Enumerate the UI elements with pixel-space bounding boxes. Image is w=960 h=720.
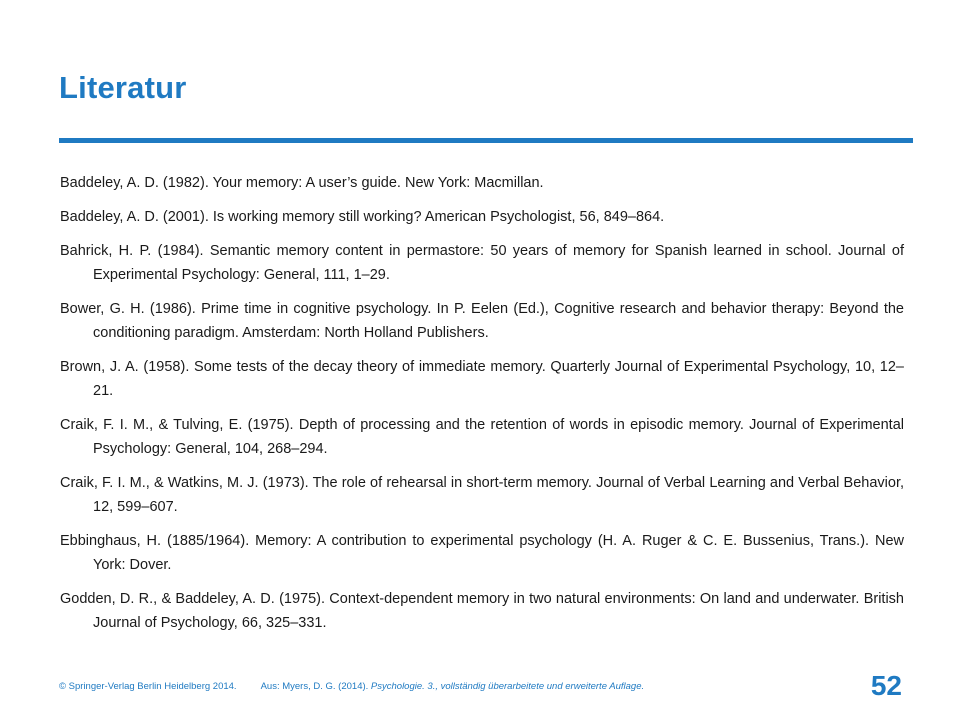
reference-item: Godden, D. R., & Baddeley, A. D. (1975). Context-dependent memory in two natural environments: On land and underwater. British Journal of Psychology, 66, 325–331. — [60, 591, 904, 631]
title-divider — [59, 138, 913, 143]
footer-source — [261, 681, 645, 692]
reference-item: Craik, F. I. M., & Tulving, E. (1975). Depth of processing and the retention of words in episodic memory. Journal of Experimental Psychology: General, 104, 268–294. — [60, 417, 904, 457]
page-number: 52 — [870, 670, 902, 701]
footer-source-title: Psychologie. 3., vollständig überarbeitete und erweiterte Auflage. — [370, 681, 645, 692]
reference-item: Baddeley, A. D. (2001). Is working memory still working? American Psychologist, 56, 849–864. — [60, 209, 665, 225]
footer-source-prefix: Aus: Myers, D. G. (2014). — [260, 681, 371, 692]
page-title: Literatur — [59, 70, 187, 105]
footer — [59, 681, 644, 692]
reference-item: Baddeley, A. D. (1982). Your memory: A user’s guide. New York: Macmillan. — [60, 175, 544, 191]
reference-item: Bower, G. H. (1986). Prime time in cognitive psychology. In P. Eelen (Ed.), Cognitive research and behavior therapy: Beyond the conditioning paradigm. Amsterdam: North Holland Publishers. — [60, 301, 904, 341]
reference-item: Bahrick, H. P. (1984). Semantic memory content in permastore: 50 years of memory for Spanish learned in school. Journal of Experimental Psychology: General, 111, 1–29. — [60, 243, 904, 283]
reference-item: Brown, J. A. (1958). Some tests of the decay theory of immediate memory. Quarterly Journal of Experimental Psychology, 10, 12–21. — [60, 359, 904, 399]
footer-copyright: © Springer-Verlag Berlin Heidelberg 2014. — [59, 681, 237, 692]
reference-list — [60, 171, 904, 645]
reference-item: Ebbinghaus, H. (1885/1964). Memory: A contribution to experimental psychology (H. A. Ruger & C. E. Bussenius, Trans.). New York: Dover. — [60, 533, 904, 573]
reference-item: Craik, F. I. M., & Watkins, M. J. (1973). The role of rehearsal in short-term memory. Journal of Verbal Learning and Verbal Behavior, 12, 599–607. — [60, 475, 904, 515]
